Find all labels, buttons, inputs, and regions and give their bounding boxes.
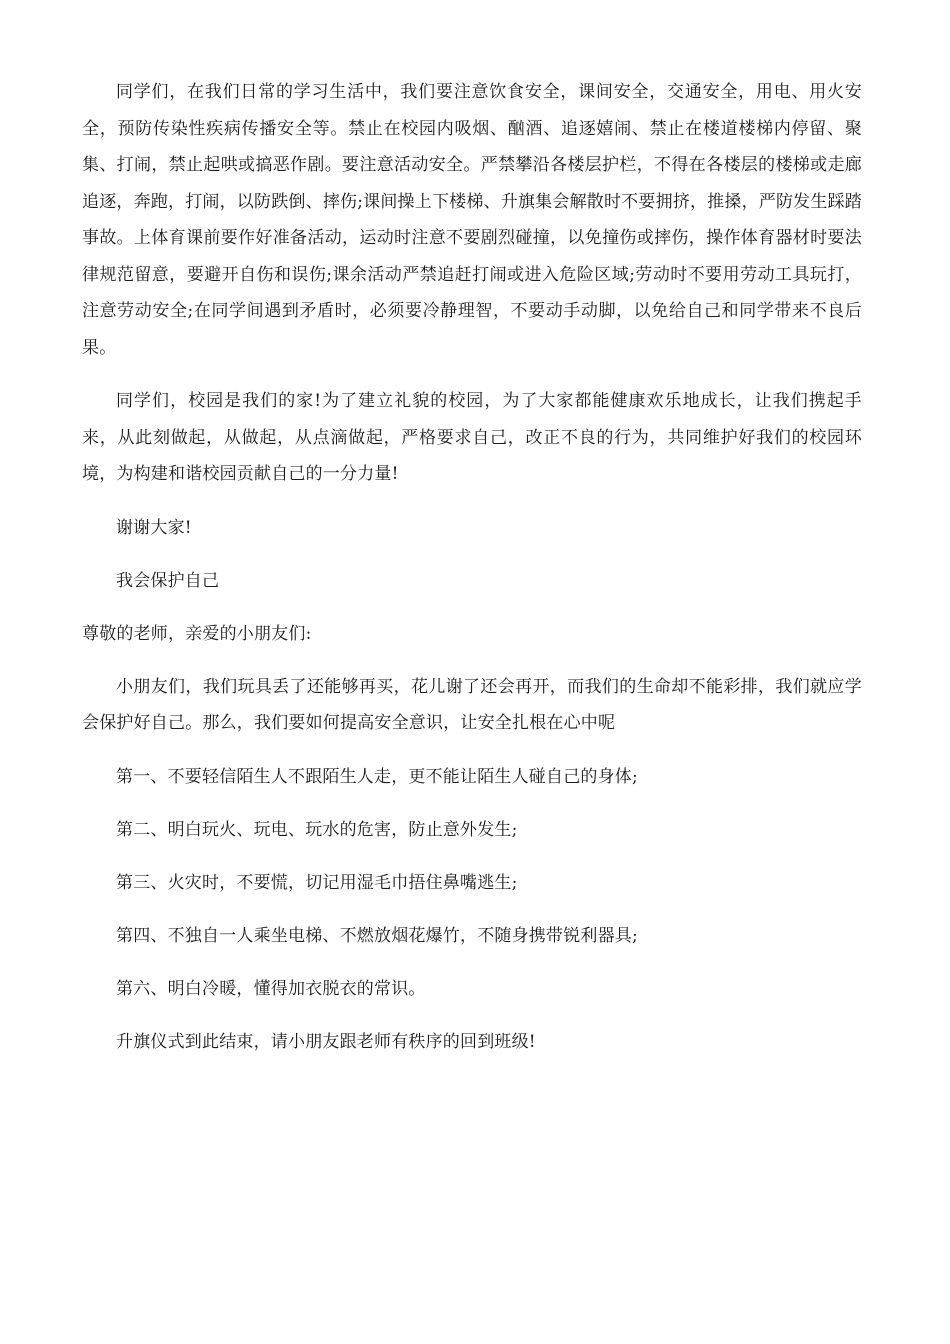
rule-item-4: 第四、不独自一人乘坐电梯、不燃放烟花爆竹，不随身携带锐利器具;	[116, 925, 638, 946]
campus-paragraph: 同学们，校园是我们的家!为了建立礼貌的校园，为了大家都能健康欢乐地成长，让我们携起手来，从此刻做起，从做起，从点滴做起，严格要求自己，改正不良的行为，共同维护好我们的校园环境，为构建和谐校园贡献自己的一分力量!	[82, 391, 862, 484]
closing-line: 升旗仪式到此结束，请小朋友跟老师有秩序的回到班级!	[116, 1031, 536, 1052]
rule-item-6: 第六、明白冷暖，懂得加衣脱衣的常识。	[116, 978, 426, 999]
safety-paragraph: 同学们，在我们日常的学习生活中，我们要注意饮食安全，课间安全，交通安全，用电、用火安全，预防传染性疾病传播安全等。禁止在校园内吸烟、酗酒、追逐嬉闹、禁止在楼道楼梯内停留、聚集、打闹，禁止起哄或搞恶作剧。要注意活动安全。严禁攀沿各楼层护栏，不得在各楼层的楼梯或走廊追逐，奔跑，打闹，以防跌倒、摔伤;课间操上下楼梯、升旗集会解散时不要拥挤，推搡，严防发生踩踏事故。上体育课前要作好准备活动，运动时注意不要剧烈碰撞，以免撞伤或摔伤，操作体育器材时要法律规范留意，要避开自伤和误伤;课余活动严禁追赶打闹或进入危险区域;劳动时不要用劳动工具玩打，注意劳动安全;在同学间遇到矛盾时，必须要冷静理智，不要动手动脚，以免给自己和同学带来不良后果。	[82, 82, 862, 358]
rule-item-1: 第一、不要轻信陌生人不跟陌生人走，更不能让陌生人碰自己的身体;	[116, 766, 638, 787]
rule-item-3: 第三、火灾时，不要慌，切记用湿毛巾捂住鼻嘴逃生;	[116, 872, 518, 893]
rule-item-2: 第二、明白玩火、玩电、玩水的危害，防止意外发生;	[116, 819, 518, 840]
salutation: 尊敬的老师，亲爱的小朋友们:	[82, 623, 312, 644]
document-page	[82, 74, 862, 1077]
intro-paragraph: 小朋友们，我们玩具丢了还能够再买，花儿谢了还会再开，而我们的生命却不能彩排，我们就应学会保护好自己。那么，我们要如何提高安全意识，让安全扎根在心中呢	[82, 676, 862, 733]
thanks-line: 谢谢大家!	[116, 517, 192, 538]
section-title: 我会保护自己	[116, 570, 220, 591]
